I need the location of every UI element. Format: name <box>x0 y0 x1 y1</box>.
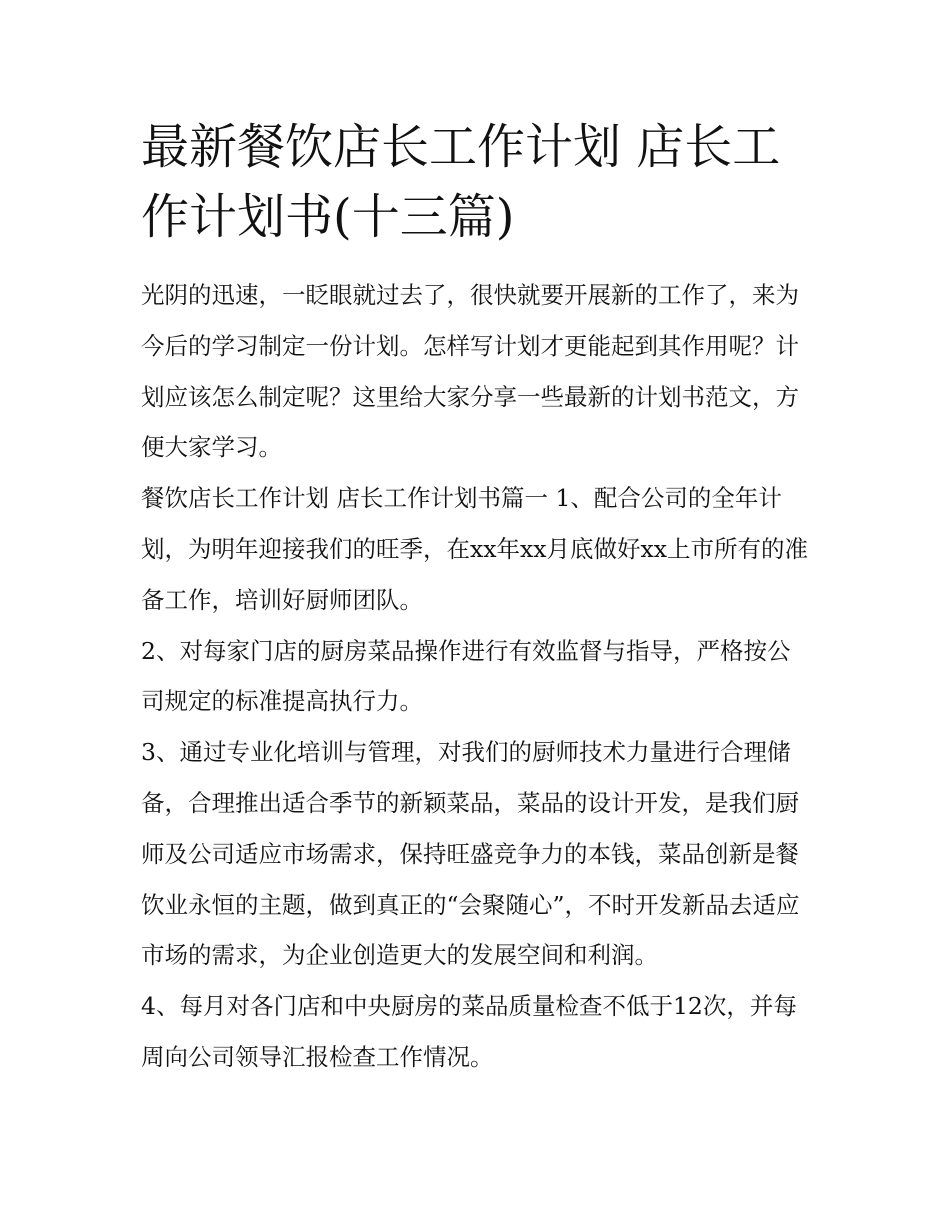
document-title: 最新餐饮店长工作计划 店长工作计划书(十三篇) <box>141 119 781 245</box>
plan-item-3-paragraph: 3、通过专业化培训与管理，对我们的厨师技术力量进行合理储备，合理推出适合季节的新颖菜品，菜品的设计开发，是我们厨师及公司适应市场需求，保持旺盛竞争力的本钱，菜品创新是餐饮业永恒的主题，做到真正的“会聚随心”，不时开发新品去适应市场的需求，为企业创造更大的发展空间和利润。 <box>141 738 800 970</box>
plan-item-1-paragraph: 餐饮店长工作计划 店长工作计划书篇一 1、配合公司的全年计划，为明年迎接我们的旺季，在xx年xx月底做好xx上市所有的准备工作，培训好厨师团队。 <box>141 484 809 614</box>
document-body <box>141 112 813 1083</box>
plan-item-4-paragraph: 4、每月对各门店和中央厨房的菜品质量检查不低于12次，并每周向公司领导汇报检查工作情况。 <box>141 992 797 1071</box>
plan-item-2-paragraph: 2、对每家门店的厨房菜品操作进行有效监督与指导，严格按公司规定的标准提高执行力。 <box>141 636 791 716</box>
intro-paragraph: 光阴的迅速，一眨眼就过去了，很快就要开展新的工作了，来为今后的学习制定一份计划。怎样写计划才更能起到其作用呢？计划应该怎么制定呢？这里给大家分享一些最新的计划书范文，方便大家学习。 <box>141 281 799 462</box>
